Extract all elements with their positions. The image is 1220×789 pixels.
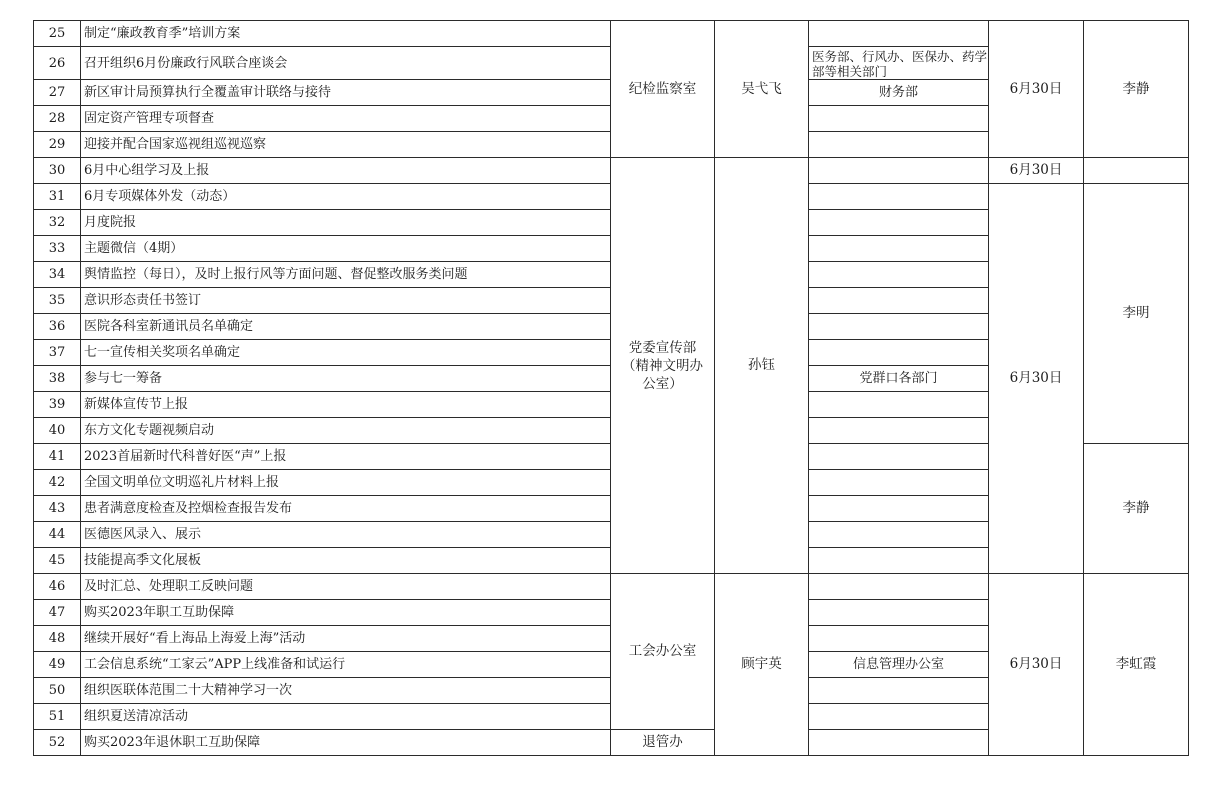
row-number: 30 <box>34 158 81 184</box>
coop-cell <box>809 106 989 132</box>
task-cell: 月度院报 <box>81 210 611 236</box>
row-number: 26 <box>34 47 81 80</box>
row-number: 32 <box>34 210 81 236</box>
task-cell: 医德医风录入、展示 <box>81 522 611 548</box>
task-cell: 新区审计局预算执行全覆盖审计联络与接待 <box>81 80 611 106</box>
coop-cell <box>809 184 989 210</box>
supervisor-cell: 李静 <box>1084 21 1189 158</box>
task-cell: 制定“廉政教育季”培训方案 <box>81 21 611 47</box>
coop-cell <box>809 418 989 444</box>
coop-cell: 财务部 <box>809 80 989 106</box>
task-cell: 医院各科室新通讯员名单确定 <box>81 314 611 340</box>
task-cell: 新媒体宣传节上报 <box>81 392 611 418</box>
coop-cell <box>809 132 989 158</box>
row-number: 42 <box>34 470 81 496</box>
task-cell: 继续开展好“看上海品上海爱上海”活动 <box>81 626 611 652</box>
task-cell: 及时汇总、处理职工反映问题 <box>81 574 611 600</box>
row-number: 31 <box>34 184 81 210</box>
deadline-cell: 6月30日 <box>989 574 1084 756</box>
row-number: 35 <box>34 288 81 314</box>
task-cell: 固定资产管理专项督查 <box>81 106 611 132</box>
task-cell: 6月专项媒体外发（动态） <box>81 184 611 210</box>
coop-cell <box>809 470 989 496</box>
task-cell: 患者满意度检查及控烟检查报告发布 <box>81 496 611 522</box>
task-cell: 组织医联体范围二十大精神学习一次 <box>81 678 611 704</box>
coop-cell <box>809 626 989 652</box>
coop-cell <box>809 574 989 600</box>
coop-cell <box>809 704 989 730</box>
row-number: 36 <box>34 314 81 340</box>
coop-cell: 党群口各部门 <box>809 366 989 392</box>
row-number: 38 <box>34 366 81 392</box>
row-number: 39 <box>34 392 81 418</box>
row-number: 45 <box>34 548 81 574</box>
task-cell: 意识形态责任书签订 <box>81 288 611 314</box>
coop-cell <box>809 548 989 574</box>
row-number: 25 <box>34 21 81 47</box>
task-cell: 2023首届新时代科普好医“声”上报 <box>81 444 611 470</box>
row-number: 49 <box>34 652 81 678</box>
task-cell: 召开组织6月份廉政行风联合座谈会 <box>81 47 611 80</box>
coop-cell <box>809 392 989 418</box>
supervisor-cell: 李静 <box>1084 444 1189 574</box>
supervisor-cell <box>1084 158 1189 184</box>
coop-cell <box>809 21 989 47</box>
row-number: 34 <box>34 262 81 288</box>
table-row <box>34 574 1189 600</box>
deadline-cell: 6月30日 <box>989 21 1084 158</box>
task-cell: 6月中心组学习及上报 <box>81 158 611 184</box>
row-number: 44 <box>34 522 81 548</box>
task-cell: 七一宣传相关奖项名单确定 <box>81 340 611 366</box>
table-row <box>34 21 1189 47</box>
task-cell: 工会信息系统“工家云”APP上线准备和试运行 <box>81 652 611 678</box>
supervisor-cell: 李明 <box>1084 184 1189 444</box>
task-cell: 东方文化专题视频启动 <box>81 418 611 444</box>
row-number: 48 <box>34 626 81 652</box>
task-cell: 舆情监控（每日），及时上报行风等方面问题、督促整改服务类问题 <box>81 262 611 288</box>
task-table <box>33 20 1189 756</box>
coop-cell <box>809 236 989 262</box>
task-cell: 组织夏送清凉活动 <box>81 704 611 730</box>
coop-cell <box>809 340 989 366</box>
supervisor-cell: 李虹霞 <box>1084 574 1189 756</box>
row-number: 27 <box>34 80 81 106</box>
coop-cell <box>809 522 989 548</box>
row-number: 40 <box>34 418 81 444</box>
row-number: 33 <box>34 236 81 262</box>
coop-cell: 医务部、行风办、医保办、药学部等相关部门 <box>809 47 989 80</box>
dept-cell: 党委宣传部（精神文明办公室） <box>611 158 715 574</box>
coop-cell <box>809 314 989 340</box>
coop-cell: 信息管理办公室 <box>809 652 989 678</box>
dept-cell: 工会办公室 <box>611 574 715 730</box>
task-cell: 技能提高季文化展板 <box>81 548 611 574</box>
coop-cell <box>809 262 989 288</box>
coop-cell <box>809 444 989 470</box>
coop-cell <box>809 210 989 236</box>
row-number: 37 <box>34 340 81 366</box>
task-cell: 迎接并配合国家巡视组巡视巡察 <box>81 132 611 158</box>
row-number: 52 <box>34 730 81 756</box>
row-number: 46 <box>34 574 81 600</box>
coop-cell <box>809 600 989 626</box>
coop-cell <box>809 678 989 704</box>
deadline-cell: 6月30日 <box>989 158 1084 184</box>
coop-cell <box>809 158 989 184</box>
lead-cell: 顾宇英 <box>715 574 809 756</box>
table-row <box>34 158 1189 184</box>
deadline-cell: 6月30日 <box>989 184 1084 574</box>
row-number: 50 <box>34 678 81 704</box>
task-cell: 参与七一筹备 <box>81 366 611 392</box>
task-cell: 主题微信（4期） <box>81 236 611 262</box>
row-number: 47 <box>34 600 81 626</box>
dept-cell: 纪检监察室 <box>611 21 715 158</box>
task-cell: 购买2023年职工互助保障 <box>81 600 611 626</box>
dept-cell: 退管办 <box>611 730 715 756</box>
task-cell: 购买2023年退休职工互助保障 <box>81 730 611 756</box>
row-number: 43 <box>34 496 81 522</box>
coop-cell <box>809 496 989 522</box>
row-number: 51 <box>34 704 81 730</box>
row-number: 41 <box>34 444 81 470</box>
task-cell: 全国文明单位文明巡礼片材料上报 <box>81 470 611 496</box>
lead-cell: 孙钰 <box>715 158 809 574</box>
row-number: 28 <box>34 106 81 132</box>
coop-cell <box>809 288 989 314</box>
lead-cell: 吴弋飞 <box>715 21 809 158</box>
row-number: 29 <box>34 132 81 158</box>
coop-cell <box>809 730 989 756</box>
